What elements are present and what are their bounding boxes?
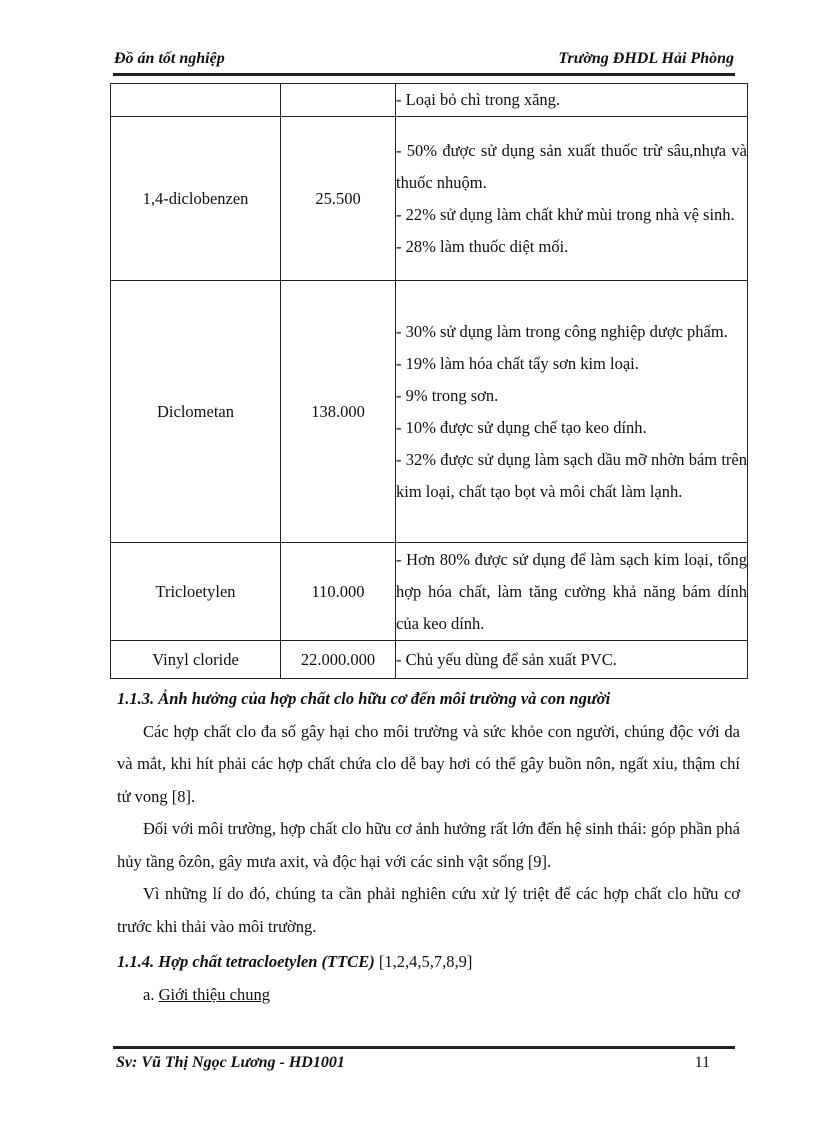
uses-cell	[396, 543, 748, 641]
header-right: Trường ĐHDL Hải Phòng	[558, 50, 734, 67]
uses-cell	[396, 84, 748, 117]
header-rule	[113, 73, 735, 76]
table-row	[111, 84, 748, 117]
uses-cell	[396, 281, 748, 543]
reference-list: [1,2,4,5,7,8,9]	[378, 952, 473, 971]
use-line: - 19% làm hóa chất tẩy sơn kim loại.	[396, 353, 639, 373]
table-row	[111, 641, 748, 679]
header-left: Đồ án tốt nghiệp	[114, 50, 225, 67]
subsection-label: Giới thiệu chung	[158, 984, 270, 1004]
use-line: - 9% trong sơn.	[396, 385, 499, 405]
amount-cell: 25.500	[281, 117, 396, 281]
footer-author: Sv: Vũ Thị Ngọc Lương - HD1001	[116, 1054, 345, 1071]
table-row	[111, 281, 748, 543]
compound-cell	[111, 84, 281, 117]
use-line: - 32% được sử dụng làm sạch dầu mỡ nhờn bám trên kim loại, chất tạo bọt và môi chất làm lạnh.	[396, 449, 747, 501]
uses-cell	[396, 641, 748, 679]
page-number: 11	[694, 1054, 710, 1071]
page-footer	[116, 1054, 710, 1076]
section-1-1-3	[117, 683, 740, 943]
compound-cell: 1,4-diclobenzen	[111, 117, 281, 281]
section-heading: 1.1.3. Ảnh hưởng của hợp chất clo hữu cơ đến môi trường và con người	[117, 689, 611, 708]
amount-cell: 138.000	[281, 281, 396, 543]
amount-cell: 22.000.000	[281, 641, 396, 679]
subsection-prefix: a.	[143, 984, 159, 1004]
use-line: - Chủ yếu dùng để sản xuất PVC.	[396, 649, 617, 669]
subsection-title	[143, 979, 740, 1012]
footer-rule	[113, 1046, 735, 1049]
use-line: - Loại bỏ chì trong xăng.	[396, 90, 561, 109]
table-row	[111, 543, 748, 641]
body-paragraph: Đối với môi trường, hợp chất clo hữu cơ ảnh hưởng rất lớn đến hệ sinh thái: góp phần phá hủy tầng ôzôn, gây mưa axit, và độc hại với các sinh vật sống [9].	[117, 819, 740, 871]
use-line: - 28% làm thuốc diệt mối.	[396, 236, 569, 256]
use-line: - 50% được sử dụng sản xuất thuốc trừ sâu,nhựa và thuốc nhuộm.	[396, 140, 747, 192]
uses-cell	[396, 117, 748, 281]
section-heading: 1.1.4. Hợp chất tetracloetylen (TTCE)	[117, 952, 375, 971]
table-row	[111, 117, 748, 281]
page-header	[114, 50, 734, 70]
use-line: - 30% sử dụng làm trong công nghiệp dược phẩm.	[396, 321, 728, 341]
body-paragraph: Các hợp chất clo đa số gây hại cho môi trường và sức khỏe con người, chúng độc với da và mắt, khi hít phải các hợp chất chứa clo dễ bay hơi có thể gây buồn nôn, ngất xỉu, thậm chí tử vong [8].	[117, 721, 740, 806]
amount-cell	[281, 84, 396, 117]
compound-cell: Diclometan	[111, 281, 281, 543]
section-1-1-4	[117, 946, 740, 1011]
use-line: - 10% được sử dụng chế tạo keo dính.	[396, 417, 647, 437]
compound-cell: Tricloetylen	[111, 543, 281, 641]
body-paragraph: Vì những lí do đó, chúng ta cần phải nghiên cứu xử lý triệt để các hợp chất clo hữu cơ trước khi thải vào môi trường.	[117, 884, 740, 936]
usage-table	[110, 83, 748, 679]
compound-cell: Vinyl cloride	[111, 641, 281, 679]
section-heading-line	[117, 946, 740, 979]
amount-cell: 110.000	[281, 543, 396, 641]
use-line: - 22% sử dụng làm chất khử mùi trong nhà vệ sinh.	[396, 204, 735, 224]
use-line: - Hơn 80% được sử dụng để làm sạch kim loại, tổng hợp hóa chất, làm tăng cường khả năng bám dính của keo dính.	[396, 549, 747, 633]
